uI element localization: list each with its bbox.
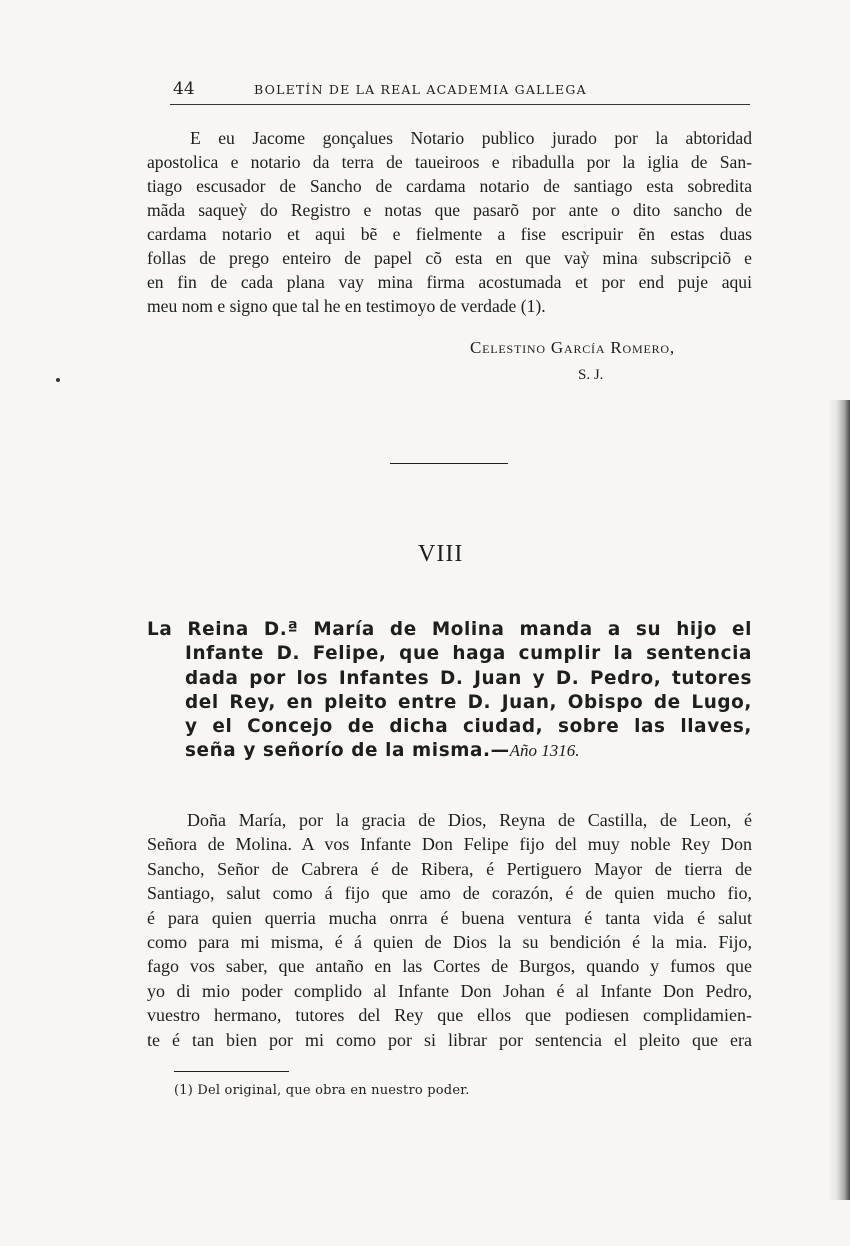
section-divider [390, 463, 508, 464]
heading-line [147, 739, 752, 763]
notarial-paragraph [147, 126, 752, 318]
heading-year: Año 1316. [509, 741, 580, 761]
text-line: cardama notario et aqui bẽ e fielmente a fise escripuir ẽn estas duas [147, 224, 752, 244]
footnote: (1) Del original, que obra en nuestro poder. [174, 1083, 470, 1098]
text-line: Santiago, salut como á fijo que amo de corazón, é de quien mucho fio, [147, 883, 752, 904]
text-line: Doña María, por la gracia de Dios, Reyna de Castilla, de Leon, é [187, 810, 752, 830]
text-line: meu nom e signo que tal he en testimoyo de verdade (1). [147, 296, 546, 316]
text-line: yo di mio poder complido al Infante Don Johan é al Infante Don Pedro, [147, 980, 752, 1001]
signature-initials: S. J. [578, 367, 604, 383]
section-numeral: VIII [418, 541, 464, 567]
signature-name: Celestino García Romero, [470, 338, 675, 357]
heading-line: y el Concejo de dicha ciudad, sobre las llaves, [185, 716, 752, 738]
body-paragraph [147, 808, 752, 1052]
text-line: tiago escusador de Sancho de cardama notario de santiago esta sobredita [147, 176, 752, 196]
heading-line: Infante D. Felipe, que haga cumplir la sentencia [185, 643, 752, 665]
text-line: vuestro hermano, tutores del Rey que ellos que podiesen complidamien- [147, 1005, 752, 1026]
journal-title: BOLETÍN DE LA REAL ACADEMIA GALLEGA [254, 82, 587, 97]
page-edge-shadow [828, 400, 850, 1200]
heading-line: La Reina D.ª María de Molina manda a su hijo el [147, 619, 752, 640]
text-line: fago vos saber, que antaño en las Cortes de Burgos, quando y fumos que [147, 956, 752, 977]
text-line: mãda saqueỳ do Registro e notas que pasarõ por ante o dito sancho de [147, 200, 752, 220]
footnote-rule [174, 1071, 289, 1072]
heading-line: dada por los Infantes D. Juan y D. Pedro, tutores [185, 667, 752, 689]
section-heading [147, 618, 752, 764]
text-line: follas de prego enteiro de papel cõ esta en que vaỳ mina subscripciõ e [147, 248, 752, 268]
text-line: Señora de Molina. A vos Infante Don Felipe fijo del muy noble Rey Don [147, 834, 752, 855]
text-line: en fin de cada plana vay mina firma acostumada et por end puje aqui [147, 272, 752, 292]
page-number: 44 [173, 79, 195, 99]
ink-speck [56, 378, 60, 382]
text-line: é para quien querria mucha onrra é buena ventura é tanta vida é salut [147, 907, 752, 928]
text-line: como para mi misma, é á quien de Dios la su bendición é la mia. Fijo, [147, 932, 752, 953]
heading-line: del Rey, en pleito entre D. Juan, Obispo de Lugo, [185, 691, 752, 713]
text-line: E eu Jacome gonçalues Notario publico jurado por la abtoridad [190, 128, 752, 148]
heading-last-text: seña y señorío de la misma.— [185, 740, 510, 762]
text-line: Sancho, Señor de Cabrera é de Ribera, é Pertiguero Mayor de tierra de [147, 858, 752, 879]
text-line: apostolica e notario da terra de taueiroos e ribadulla por la iglia de San- [147, 152, 752, 172]
running-head [170, 76, 750, 105]
text-line: te é tan bien por mi como por si librar por sentencia el pleito que era [147, 1029, 752, 1050]
